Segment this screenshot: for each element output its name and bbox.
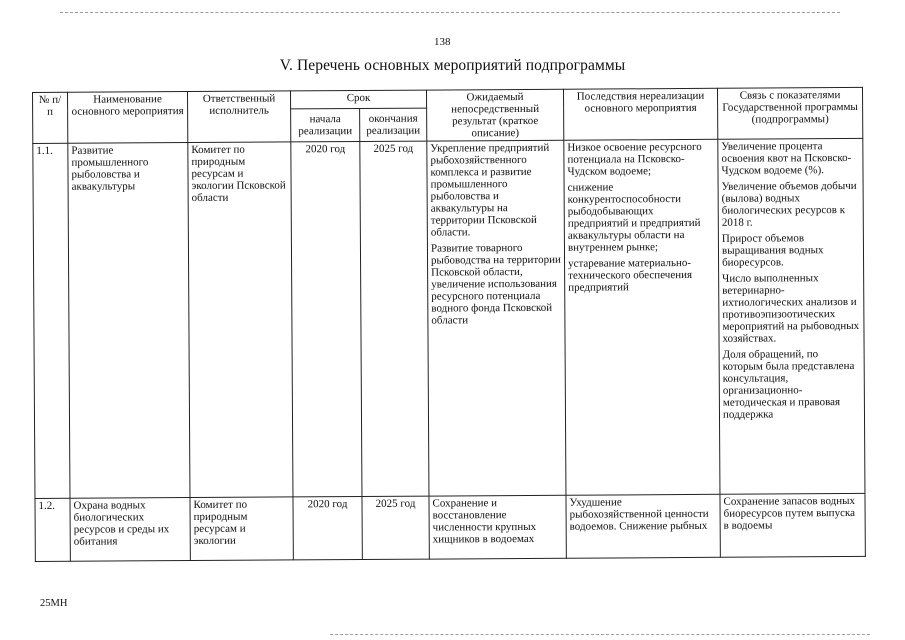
header-executor: Ответственный исполнитель bbox=[188, 91, 291, 143]
header-name: Наименование основного мероприятия bbox=[68, 92, 188, 144]
header-num: № п/п bbox=[33, 92, 68, 143]
page-title: V. Перечень основных мероприятий подпрограммы bbox=[279, 57, 626, 74]
row-end: 2025 год bbox=[362, 496, 429, 559]
row-indicators-link bbox=[720, 493, 865, 557]
row-num: 1.2. bbox=[35, 498, 70, 561]
header-indicators-link: Связь с показателями Государственной программы (подпрограммы) bbox=[717, 87, 862, 139]
row-consequences bbox=[564, 139, 720, 495]
indicator-paragraph: Увеличение объемов добычи (вылова) водных биологических ресурсов к 2018 г. bbox=[721, 179, 857, 229]
row-consequences bbox=[566, 494, 720, 558]
header-expected-result: Ожидаемый непосредственный результат (краткое описание) bbox=[426, 89, 563, 141]
table-row bbox=[33, 138, 865, 498]
header-term: Срок bbox=[290, 90, 426, 109]
row-executor: Комитет по природным ресурсам и экологии bbox=[190, 497, 293, 561]
row-executor: Комитет по природным ресурсам и экологии Псковской области bbox=[188, 142, 293, 498]
row-expected bbox=[427, 140, 566, 496]
row-name: Развитие промышленного рыболовства и аквакультуры bbox=[68, 143, 190, 499]
indicator-paragraph: Прирост объемов выращивания водных биоресурсов. bbox=[721, 232, 824, 269]
indicator-paragraph: Доля обращений, по которым была представлена консультация, организационно-методическая и правовая поддержка bbox=[722, 348, 855, 421]
header-consequences: Последствия нереализации основного мероприятия bbox=[563, 88, 717, 140]
consequence-paragraph: устаревание материально-технического обеспечения предприятий bbox=[568, 256, 693, 294]
row-num: 1.1. bbox=[33, 143, 70, 498]
row-expected bbox=[429, 495, 566, 559]
header-term-end: окончания реализации bbox=[360, 108, 427, 141]
expected-paragraph: Укрепление предприятий рыбохозяйственного комплекса и развитие промышленного рыболовства и аквакультуры на территории Псковской области. bbox=[430, 141, 550, 239]
scan-edge-bottom bbox=[330, 634, 870, 635]
row-end: 2025 год bbox=[360, 141, 429, 496]
measures-table bbox=[32, 87, 866, 562]
scan-edge-top bbox=[60, 12, 840, 13]
footer-code: 25МН bbox=[40, 598, 68, 609]
consequence-paragraph: Низкое освоение ресурсного потенциала на Псковско-Чудском водоеме; bbox=[567, 140, 702, 178]
row-name: Охрана водных биологических ресурсов и среды их обитания bbox=[70, 498, 190, 562]
page-number: 138 bbox=[434, 36, 451, 48]
expected-paragraph: Сохранение и восстановление численности крупных хищников в водоемах bbox=[432, 497, 537, 546]
indicator-paragraph: Увеличение процента освоения квот на Псковско-Чудском водоеме (%). bbox=[721, 140, 852, 177]
consequence-paragraph: снижение конкурентоспособности рыбодобывающих предприятий и предприятий аквакультуры области на внутреннем рынке; bbox=[567, 181, 701, 254]
indicator-paragraph: Сохранение запасов водных биоресурсов путем выпуска в водоемы bbox=[723, 494, 856, 532]
row-start: 2020 год bbox=[293, 496, 362, 559]
header-row bbox=[33, 87, 863, 110]
table-row bbox=[35, 493, 865, 561]
expected-paragraph: Развитие товарного рыбоводства на территории Псковской области, увеличение использования ресурсного потенциала водного фонда Псковской области bbox=[430, 242, 561, 327]
indicator-paragraph: Число выполненных ветеринарно-ихтиологических анализов и противоэпизоотических мероприятий на рыбоводных хозяйствах. bbox=[722, 272, 860, 345]
row-start: 2020 год bbox=[291, 141, 362, 496]
row-indicators-link bbox=[718, 138, 865, 494]
consequence-paragraph: Ухудшение рыбохозяйственной ценности водоемов. Снижение рыбных bbox=[569, 496, 709, 533]
header-term-start: начала реализации bbox=[291, 109, 360, 142]
